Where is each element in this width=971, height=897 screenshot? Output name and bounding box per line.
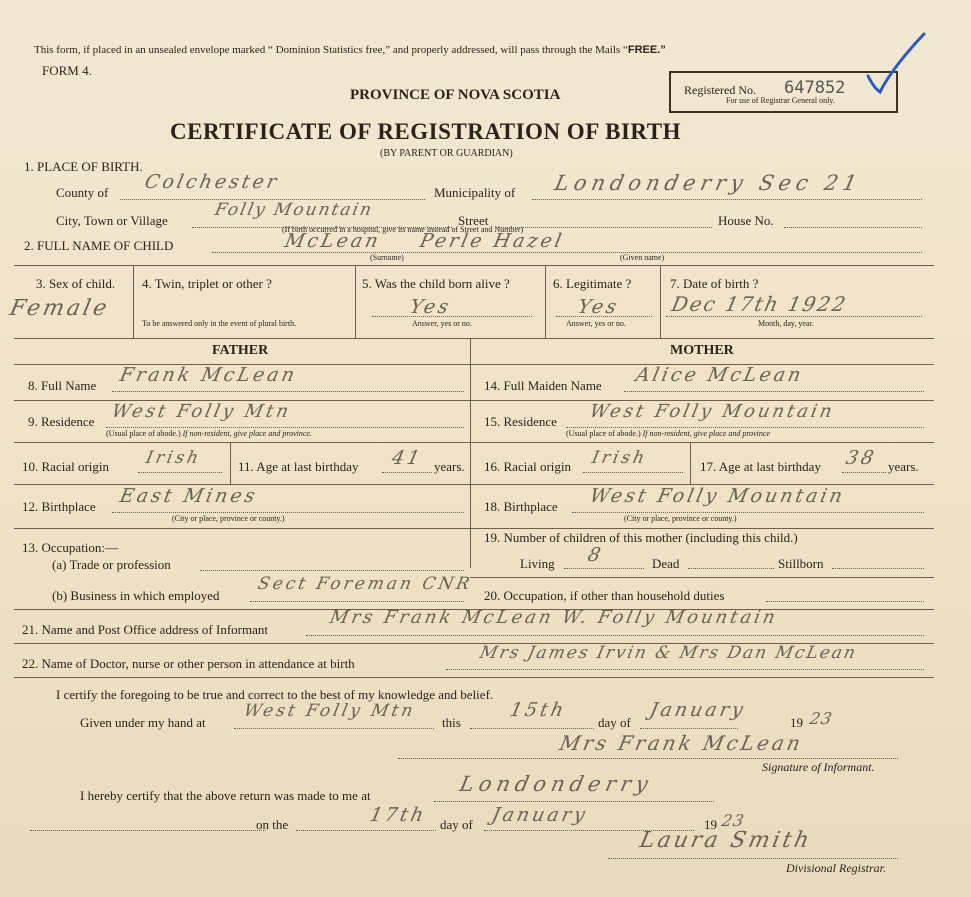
row-divider (14, 338, 934, 339)
registrar-year-value: 23 (720, 811, 747, 830)
dob-line (666, 316, 922, 317)
child-name-line (212, 252, 922, 253)
father-age-label: 11. Age at last birthday (238, 459, 359, 474)
dob-value: Dec 17th 1922 (669, 292, 850, 316)
given-place-line (234, 728, 434, 729)
dead-label: Dead (652, 556, 680, 571)
alive-note: Answer, yes or no. (412, 319, 472, 328)
municipality-line (532, 199, 922, 200)
mother-racial-line (583, 472, 683, 473)
registrar-statement: I hereby certify that the above return was made to me at (80, 788, 371, 803)
given-month-value: January (647, 699, 749, 721)
father-name-value: Frank McLean (117, 364, 300, 386)
father-racial-value: Irish (143, 448, 204, 468)
father-birthplace-note: (City or place, province or county.) (172, 514, 285, 523)
mother-residence-line (566, 427, 924, 428)
mother-age-line (842, 472, 886, 473)
living-label: Living (520, 556, 555, 571)
certify-statement: I certify the foregoing to be true and correct to the best of my knowledge and belief. (56, 687, 494, 702)
father-racial-line (138, 472, 222, 473)
child-name-label: 2. FULL NAME OF CHILD (24, 238, 174, 253)
child-given-name: Perle Hazel (417, 230, 567, 252)
registrar-place-line (434, 801, 714, 802)
attendant-line (446, 669, 924, 670)
father-racial-label: 10. Racial origin (22, 459, 110, 474)
signature-caption: Signature of Informant. (762, 760, 875, 774)
attendant-value: Mrs James Irvin & Mrs Dan McLean (477, 643, 860, 663)
attendant-label: 22. Name of Doctor, nurse or other person in attendance at birth (22, 656, 355, 671)
registered-number: 647852 (784, 78, 846, 98)
alive-value: Yes (407, 296, 454, 318)
mother-birthplace-label: 18. Birthplace (484, 499, 558, 514)
street-line (498, 227, 712, 228)
given-year-prefix: 19 (790, 715, 803, 730)
father-residence-note (106, 430, 312, 438)
registrar-place-value: Londonderry (457, 772, 656, 796)
business-value: Sect Foreman CNR (255, 574, 475, 594)
row-divider (14, 265, 934, 266)
alive-label: 5. Was the child born alive ? (362, 276, 510, 291)
mother-heading: MOTHER (670, 343, 734, 358)
given-month-line (640, 728, 738, 729)
child-surname: McLean (282, 230, 383, 252)
legit-value: Yes (575, 296, 622, 318)
mother-name-line (624, 391, 924, 392)
abode-note: (Usual place of abode.) (566, 429, 641, 438)
non-resident-note: If non-resident, give place and province. (182, 429, 313, 438)
this-label: this (442, 715, 461, 730)
certificate-subtitle: (BY PARENT OR GUARDIAN) (380, 148, 513, 159)
mother-age-value: 38 (843, 447, 879, 469)
registered-label: Registered No. (684, 83, 756, 97)
legit-note: Answer, yes or no. (566, 319, 626, 328)
business-line (250, 601, 464, 602)
free-label: FREE.” (627, 44, 666, 56)
mother-name-value: Alice McLean (633, 364, 806, 386)
informant-line (306, 635, 924, 636)
business-label: (b) Business in which employed (52, 588, 220, 603)
municipality-label: Municipality of (434, 185, 516, 200)
registrar-signature-line (608, 858, 898, 859)
given-day-value: 15th (507, 699, 569, 721)
sex-value: Female (7, 296, 112, 321)
mother-residence-label: 15. Residence (484, 414, 557, 429)
row-divider (14, 677, 934, 678)
father-birthplace-value: East Mines (117, 485, 260, 507)
stillborn-line (832, 568, 924, 569)
registrar-year-prefix: 19 (704, 817, 717, 832)
row-divider (470, 577, 934, 578)
certificate-title: CERTIFICATE OF REGISTRATION OF BIRTH (170, 119, 681, 144)
signature-line (398, 758, 898, 759)
father-name-line (112, 391, 464, 392)
cell-divider (133, 265, 134, 338)
mother-birthplace-value: West Folly Mountain (587, 485, 848, 507)
living-value: 8 (585, 544, 606, 566)
children-label: 19. Number of children of this mother (including this child.) (484, 530, 798, 545)
registrar-on-line (30, 830, 266, 831)
surname-caption: (Surname) (370, 253, 404, 262)
row-divider (14, 442, 934, 443)
sex-label: 3. Sex of child. (36, 276, 116, 291)
trade-label: (a) Trade or profession (52, 557, 171, 572)
father-heading: FATHER (212, 343, 269, 358)
non-resident-note: If non-resident, give place and province (642, 429, 771, 438)
given-place-value: West Folly Mtn (241, 701, 418, 721)
given-label: Given under my hand at (80, 715, 206, 730)
registrar-month-value: January (489, 804, 591, 826)
twin-note: To be answered only in the event of plural birth. (142, 319, 297, 328)
mail-notice-text: This form, if placed in an unsealed envelope marked “ Dominion Statistics free,” and properly addressed, will pass through the Mails “ (34, 44, 628, 56)
cell-divider (660, 265, 661, 338)
cell-divider (545, 265, 546, 338)
cell-divider (230, 442, 231, 484)
check-mark-icon (858, 28, 930, 100)
county-value: Colchester (142, 171, 282, 193)
alive-line (372, 316, 532, 317)
stillborn-label: Stillborn (778, 556, 824, 571)
municipality-value: Londonderry Sec 21 (552, 171, 864, 195)
mother-residence-value: West Folly Mountain (587, 401, 837, 422)
mother-birthplace-note: (City or place, province or county.) (624, 514, 737, 523)
province-title: PROVINCE OF NOVA SCOTIA (350, 87, 561, 103)
informant-label: 21. Name and Post Office address of Informant (22, 622, 268, 637)
father-birthplace-label: 12. Birthplace (22, 499, 96, 514)
registrar-dayof-label: day of (440, 817, 473, 832)
twin-label: 4. Twin, triplet or other ? (142, 276, 272, 291)
father-age-line (382, 472, 432, 473)
form-number: FORM 4. (42, 63, 92, 78)
father-residence-label: 9. Residence (28, 414, 95, 429)
informant-signature: Mrs Frank McLean (557, 731, 806, 755)
column-divider (470, 338, 471, 568)
mail-notice (34, 45, 666, 56)
father-birthplace-line (112, 512, 464, 513)
father-residence-line (106, 427, 464, 428)
registrar-day-line (296, 830, 436, 831)
registrar-day-value: 17th (367, 804, 429, 826)
city-label: City, Town or Village (56, 213, 168, 228)
mother-racial-value: Irish (589, 448, 650, 468)
registered-note: For use of Registrar General only. (726, 96, 835, 105)
father-age-value: 41 (389, 447, 425, 469)
registrar-caption: Divisional Registrar. (786, 861, 887, 875)
cell-divider (355, 265, 356, 338)
county-label: County of (56, 185, 109, 200)
trade-line (200, 570, 464, 571)
cell-divider (690, 442, 691, 484)
place-of-birth-heading: 1. PLACE OF BIRTH. (24, 159, 143, 174)
dob-label: 7. Date of birth ? (670, 276, 759, 291)
living-line (564, 568, 644, 569)
mother-age-label: 17. Age at last birthday (700, 459, 821, 474)
dead-line (688, 568, 774, 569)
registrar-signature: Laura Smith (637, 828, 815, 853)
mother-occupation-line (766, 601, 924, 602)
mother-years: years. (888, 459, 919, 474)
mother-occupation-label: 20. Occupation, if other than household duties (484, 588, 725, 603)
abode-note: (Usual place of abode.) (106, 429, 181, 438)
informant-value: Mrs Frank McLean W. Folly Mountain (327, 607, 780, 628)
street-label: Street (458, 213, 489, 228)
house-line (784, 227, 922, 228)
row-divider (14, 528, 934, 529)
given-day-line (470, 728, 594, 729)
mother-residence-note (566, 430, 770, 438)
house-label: House No. (718, 213, 774, 228)
dob-note: Month, day, year. (758, 319, 814, 328)
city-value: Folly Mountain (212, 200, 376, 220)
hospital-note: (If birth occurred in a hospital, give its name instead of Street and Number) (282, 225, 524, 234)
father-name-label: 8. Full Name (28, 378, 97, 393)
mother-racial-label: 16. Racial origin (484, 459, 572, 474)
father-years: years. (434, 459, 465, 474)
given-caption: (Given name) (620, 253, 665, 262)
father-residence-value: West Folly Mtn (109, 401, 294, 422)
given-year-value: 23 (808, 709, 835, 728)
mother-name-label: 14. Full Maiden Name (484, 378, 602, 393)
given-dayof-label: day of (598, 715, 631, 730)
legit-label: 6. Legitimate ? (553, 276, 632, 291)
mother-birthplace-line (572, 512, 924, 513)
occupation-label: 13. Occupation:— (22, 540, 119, 555)
registrar-on-label: on the (256, 817, 289, 832)
